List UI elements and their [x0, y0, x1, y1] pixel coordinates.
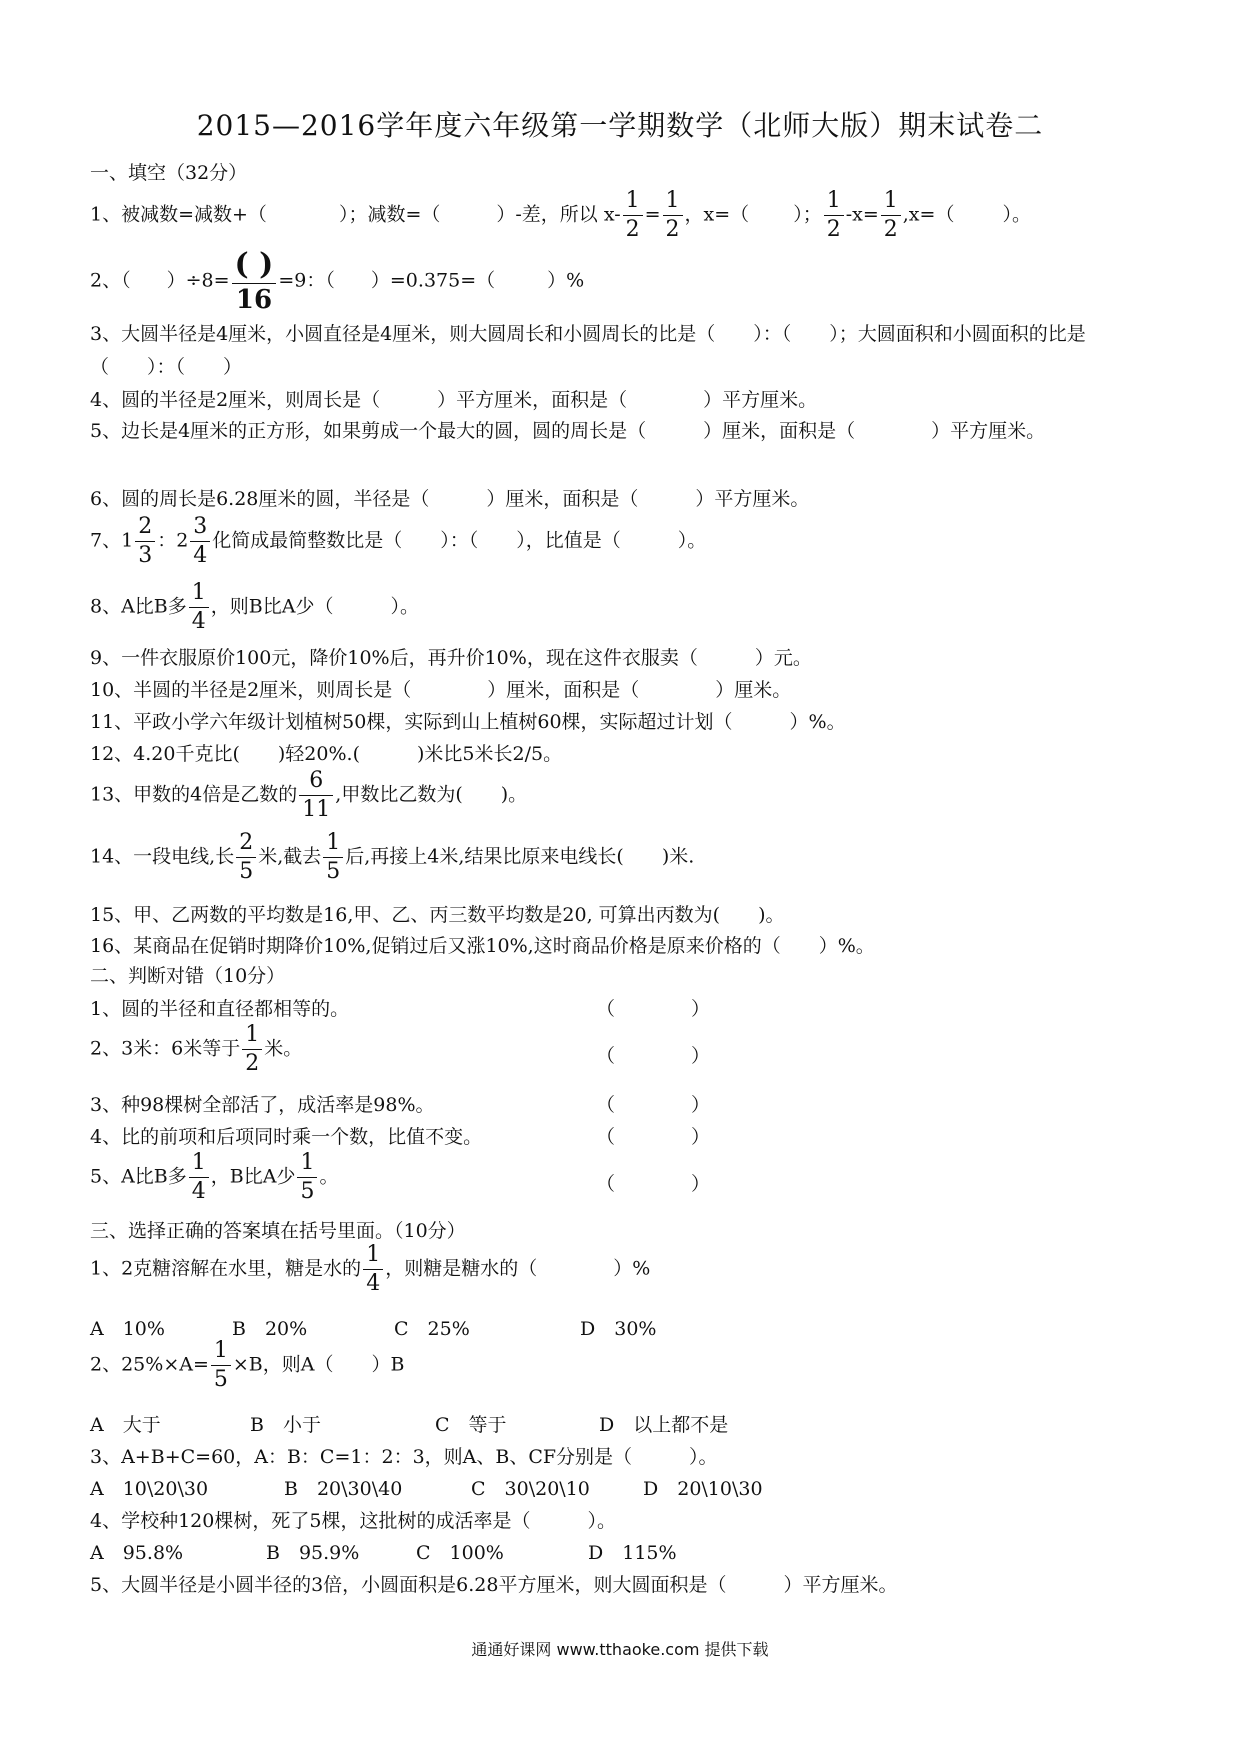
fill-q11: 11、平政小学六年级计划植树50棵，实际到山上植树60棵，实际超过计划（ ）%。 [90, 711, 846, 733]
option-c: C 等于 [435, 1414, 507, 1436]
fraction: $\frac{2}{5}$ [236, 832, 256, 883]
fraction: $\frac{6}{11}$ [299, 770, 333, 821]
fill-q6: 6、圆的周长是6.28厘米的圆，半径是（ ）厘米，面积是（ ）平方厘米。 [90, 488, 810, 510]
option-d: D 20\10\30 [643, 1478, 763, 1500]
fill-q5: 5、边长是4厘米的正方形，如果剪成一个最大的圆，圆的周长是（ ）厘米，面积是（ ）平方厘米。 [90, 420, 1046, 442]
section-choice-heading: 三、选择正确的答案填在括号里面。（10分） [90, 1220, 466, 1242]
fraction: $\frac{1}{5}$ [297, 1152, 317, 1203]
fraction: $\frac{1}{5}$ [211, 1340, 231, 1391]
fraction: $\frac{3}{4}$ [190, 516, 210, 567]
choice-q4-options [90, 1538, 677, 1565]
section-fill-heading: 一、填空（32分） [90, 162, 248, 184]
option-d: D 115% [588, 1542, 677, 1564]
option-a: A 10% [90, 1318, 165, 1340]
choice-q5: 5、大圆半径是小圆半径的3倍，小圆面积是6.28平方厘米，则大圆面积是（ ）平方厘米。 [90, 1574, 898, 1596]
judge-q2-answer-paren: （ ） [596, 1045, 711, 1067]
choice-q1-options [90, 1314, 656, 1341]
option-a: A 10\20\30 [90, 1478, 209, 1500]
option-c: C 30\20\10 [471, 1478, 590, 1500]
choice-q1: 1、2克糖溶解在水里，糖是水的 $\frac{1}{4}$ ，则糖是糖水的（ ）% [90, 1242, 651, 1296]
option-d: D 30% [580, 1318, 657, 1340]
option-a: A 95.8% [90, 1542, 184, 1564]
judge-q2: 2、3米：6米等于 $\frac{1}{2}$ 米。 [90, 1022, 303, 1076]
choice-q3-options [90, 1474, 763, 1501]
fill-q2: 2、（ ）÷8= $\frac{( )}{16}$ =9：（ ）=0.375=（ ）% [90, 247, 585, 315]
fill-q16: 16、某商品在促销时期降价10%,促销过后又涨10%,这时商品价格是原来价格的（ ）%。 [90, 935, 875, 957]
fill-q13: 13、甲数的4倍是乙数的 $\frac{6}{11}$ ,甲数比乙数为( )。 [90, 768, 528, 822]
choice-q2: 2、25%×A= $\frac{1}{5}$ ×B，则A（ ）B [90, 1338, 405, 1392]
fill-q7: 7、1 $\frac{2}{3}$ ：2 $\frac{3}{4}$ 化简成最简整数比是（ ）：（ ），比值是（ ）。 [90, 514, 707, 568]
fraction: $\frac{( )}{16}$ [232, 250, 277, 313]
choice-q3: 3、A+B+C=60，A：B：C=1：2：3，则A、B、CF分别是（ ）。 [90, 1446, 718, 1468]
option-b: B 小于 [250, 1414, 321, 1436]
fraction: $\frac{1}{2}$ [824, 190, 844, 241]
judge-q4-answer-paren: （ ） [596, 1126, 711, 1148]
fill-q3: 3、大圆半径是4厘米，小圆直径是4厘米，则大圆周长和小圆周长的比是（ ）：（ ）；大圆面积和小圆面积的比是（ ）：（ ） [90, 323, 1086, 378]
fill-q4: 4、圆的半径是2厘米，则周长是（ ）平方厘米，面积是（ ）平方厘米。 [90, 389, 818, 411]
fill-q10: 10、半圆的半径是2厘米，则周长是（ ）厘米，面积是（ ）厘米。 [90, 679, 792, 701]
choice-q4: 4、学校种120棵树，死了5棵，这批树的成活率是（ ）。 [90, 1510, 616, 1532]
judge-q1-answer-paren: （ ） [596, 998, 711, 1020]
fill-q9: 9、一件衣服原价100元，降价10%后，再升价10%，现在这件衣服卖（ ）元。 [90, 647, 812, 669]
judge-q3: 3、种98棵树全部活了，成活率是98%。 [90, 1094, 435, 1116]
option-c: C 100% [416, 1542, 504, 1564]
judge-q4: 4、比的前项和后项同时乘一个数，比值不变。 [90, 1126, 483, 1148]
judge-q1: 1、圆的半径和直径都相等的。 [90, 998, 350, 1020]
option-b: B 20\30\40 [284, 1478, 403, 1500]
fraction: $\frac{1}{5}$ [323, 832, 343, 883]
option-d: D 以上都不是 [599, 1414, 729, 1436]
fraction: $\frac{1}{2}$ [623, 190, 643, 241]
fraction: $\frac{2}{3}$ [135, 516, 155, 567]
judge-q5-answer-paren: （ ） [596, 1173, 711, 1195]
section-judge-heading: 二、判断对错（10分） [90, 965, 286, 987]
option-b: B 95.9% [266, 1542, 360, 1564]
option-a: A 大于 [90, 1414, 161, 1436]
download-footer: 通通好课网 www.tthaoke.com 提供下载 [471, 1640, 769, 1659]
fraction: $\frac{1}{2}$ [242, 1024, 262, 1075]
exam-title: 2015—2016学年度六年级第一学期数学（北师大版）期末试卷二 [196, 109, 1044, 142]
fill-q12: 12、4.20千克比( )轻20%.( )米比5米长2/5。 [90, 743, 563, 765]
judge-q5: 5、A比B多 $\frac{1}{4}$ ，B比A少 $\frac{1}{5}$ 。 [90, 1150, 339, 1204]
fraction: $\frac{1}{4}$ [189, 582, 209, 633]
fill-q15: 15、甲、乙两数的平均数是16,甲、乙、丙三数平均数是20, 可算出丙数为( )。 [90, 904, 785, 926]
fraction: $\frac{1}{2}$ [663, 190, 683, 241]
fraction: $\frac{1}{2}$ [881, 190, 901, 241]
fraction: $\frac{1}{4}$ [189, 1152, 209, 1203]
judge-q3-answer-paren: （ ） [596, 1094, 711, 1116]
fill-q1: 1、被减数=减数+（ ）；减数=（ ）-差，所以 x- $\frac{1}{2}$ = $\frac{1}{2}$ ，x=（ ）； $\frac{1}{2}$ -x= $\frac{1}{2}$ ,x=（ ）。 [90, 188, 1031, 242]
choice-q2-options [90, 1410, 728, 1437]
option-c: C 25% [394, 1318, 470, 1340]
fraction: $\frac{1}{4}$ [363, 1244, 383, 1295]
option-b: B 20% [232, 1318, 308, 1340]
fill-q8: 8、A比B多 $\frac{1}{4}$ ，则B比A少（ ）。 [90, 580, 419, 634]
fill-q14: 14、一段电线,长 $\frac{2}{5}$ 米,截去 $\frac{1}{5}$ 后,再接上4米,结果比原来电线长( )米. [90, 830, 695, 884]
